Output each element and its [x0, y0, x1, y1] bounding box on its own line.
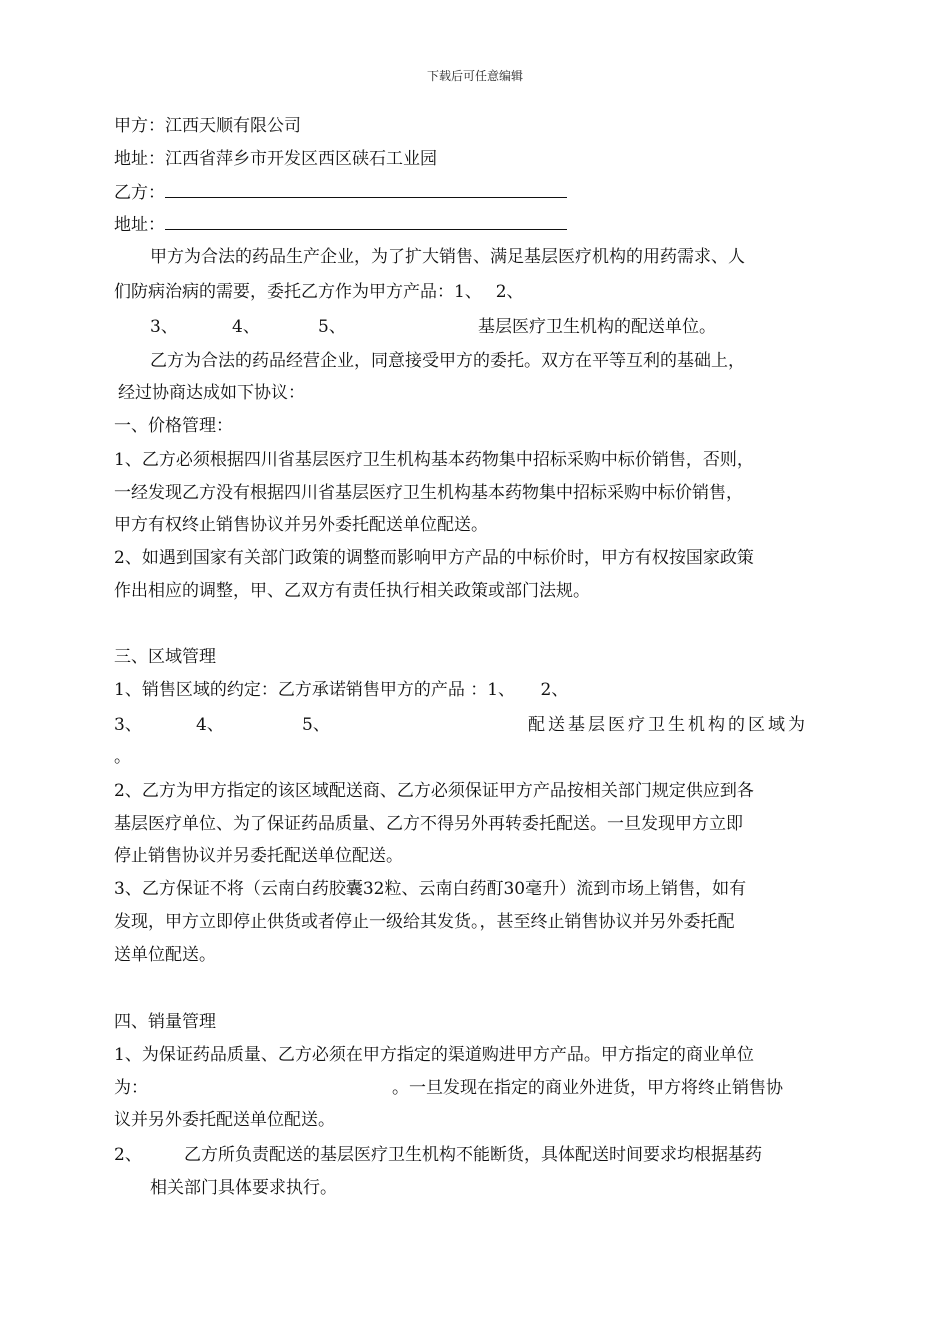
address-b-line [114, 213, 567, 236]
address-b-blank [165, 213, 567, 230]
region-item-4: 4、 [196, 715, 224, 735]
intro-paragraph-line-2: 们防病治病的需要，委托乙方作为甲方产品：1、 2、 [114, 282, 524, 302]
address-b-label: 地址： [114, 215, 165, 235]
party-b-blank [165, 181, 567, 198]
intro-paragraph-line-3: 基层医疗卫生机构的配送单位。 [478, 317, 716, 337]
section-3-title: 三、区域管理 [114, 647, 216, 667]
section-1-item-2-line-2: 作出相应的调整，甲、乙双方有责任执行相关政策或部门法规。 [114, 581, 590, 601]
region-item-5: 5、 [302, 715, 330, 735]
intro-item-5: 5、 [318, 317, 346, 337]
intro-item-3: 3、 [150, 317, 178, 337]
section-4-item-1-line-2-start: 为： [114, 1078, 148, 1098]
section-1-item-1-line-2: 一经发现乙方没有根据四川省基层医疗卫生机构基本药物集中招标采购中标价销售， [114, 483, 743, 503]
section-4-item-1-line-3: 议并另外委托配送单位配送。 [114, 1110, 335, 1130]
intro-item-4: 4、 [232, 317, 260, 337]
party-b-label: 乙方： [114, 183, 165, 203]
section-3-item-3-line-1: 3、乙方保证不将（云南白药胶囊32粒、云南白药酊30毫升）流到市场上销售，如有 [114, 879, 747, 899]
section-3-item-2-line-3: 停止销售协议并另委托配送单位配送。 [114, 846, 403, 866]
section-1-item-1-line-1: 1、乙方必须根据四川省基层医疗卫生机构基本药物集中招标采购中标价销售，否则， [114, 450, 754, 470]
section-3-item-1-line-1: 1、销售区域的约定：乙方承诺销售甲方的产品 ：1、 2、 [114, 680, 569, 700]
page-header: 下载后可任意编辑 [426, 69, 523, 83]
region-item-3: 3、 [114, 715, 142, 735]
section-3-item-2-line-1: 2、乙方为甲方指定的该区域配送商、乙方必须保证甲方产品按相关部门规定供应到各 [114, 781, 754, 801]
section-1-title: 一、价格管理： [114, 416, 233, 436]
party-a-line: 甲方：江西天顺有限公司 [114, 116, 301, 136]
section-3-item-3-line-2: 发现，甲方立即停止供货或者停止一级给其发货。，甚至终止销售协议并另外委托配 [114, 912, 735, 932]
intro-paragraph-line-1: 甲方为合法的药品生产企业，为了扩大销售、满足基层医疗机构的用药需求、人 [150, 247, 745, 267]
section-4-item-2-line-1: 乙方所负责配送的基层医疗卫生机构不能断货，具体配送时间要求均根据基药 [184, 1145, 762, 1165]
section-1-item-1-line-3: 甲方有权终止销售协议并另外委托配送单位配送。 [114, 515, 488, 535]
section-4-item-1-line-2: 。一旦发现在指定的商业外进货，甲方将终止销售协 [392, 1078, 783, 1098]
section-4-item-2-line-2: 相关部门具体要求执行。 [150, 1178, 337, 1198]
agreement-paragraph-line-2: 经过协商达成如下协议： [118, 383, 305, 403]
agreement-paragraph-line-1: 乙方为合法的药品经营企业，同意接受甲方的委托。双方在平等互利的基础上， [150, 351, 745, 371]
section-3-item-1-line-2: 配送基层医疗卫生机构的区域为 [528, 715, 808, 735]
section-4-title: 四、销量管理 [114, 1012, 216, 1032]
party-b-line [114, 181, 567, 204]
section-3-item-1-line-3: 。 [114, 747, 131, 767]
section-1-item-2-line-1: 2、如遇到国家有关部门政策的调整而影响甲方产品的中标价时，甲方有权按国家政策 [114, 548, 754, 568]
section-4-item-1-line-1: 1、为保证药品质量、乙方必须在甲方指定的渠道购进甲方产品。甲方指定的商业单位 [114, 1045, 754, 1065]
section-3-item-3-line-3: 送单位配送。 [114, 945, 216, 965]
section-4-item-2-number: 2、 [114, 1145, 142, 1165]
section-3-item-2-line-2: 基层医疗单位、为了保证药品质量、乙方不得另外再转委托配送。一旦发现甲方立即 [114, 814, 743, 834]
address-a-line: 地址：江西省萍乡市开发区西区硖石工业园 [114, 149, 437, 169]
